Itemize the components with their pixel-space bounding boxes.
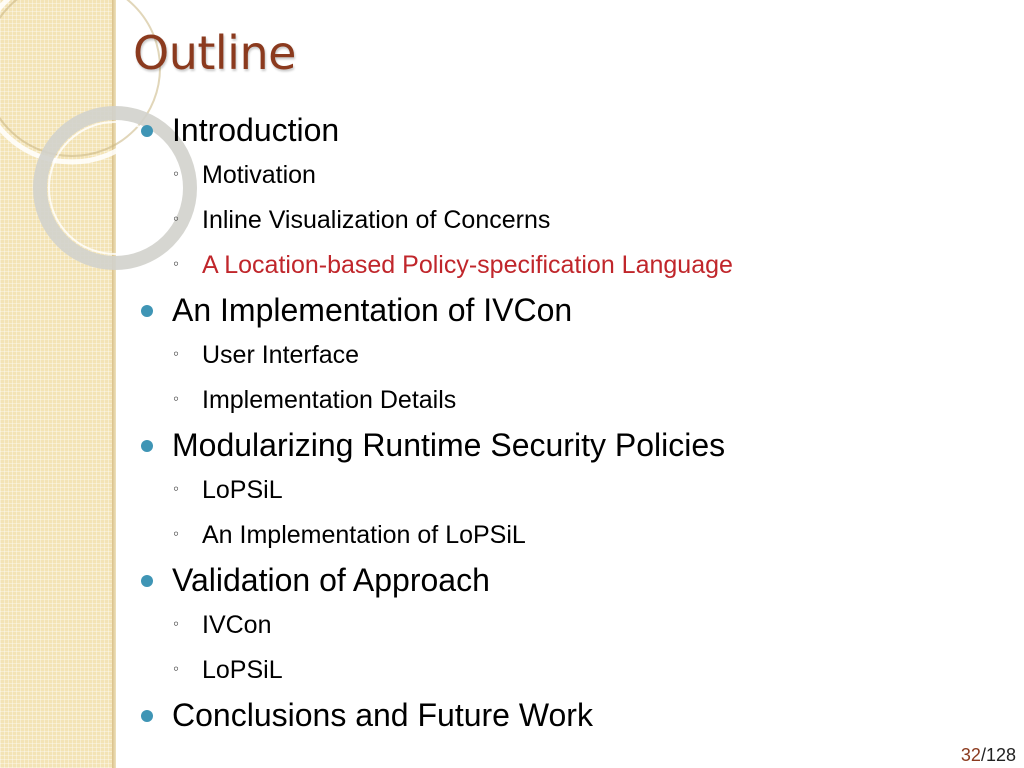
outline-subsection-label: Motivation <box>202 161 316 189</box>
outline-subsection-item <box>140 378 1000 423</box>
outline-subsection-label: LoPSiL <box>202 476 283 504</box>
current-page-number: 32 <box>960 745 981 765</box>
filled-circle-bullet-icon <box>141 125 153 137</box>
filled-circle-bullet-icon <box>141 710 153 722</box>
outline-subsection-item <box>140 243 1000 288</box>
open-circle-bullet-icon: ◦ <box>173 479 180 498</box>
page-separator: / <box>980 745 986 765</box>
outline-subsection-item <box>140 648 1000 693</box>
outline-subsection-label: IVCon <box>202 611 272 639</box>
outline-section-item <box>140 558 1000 603</box>
open-circle-bullet-icon: ◦ <box>173 659 180 678</box>
outline-subsection-item <box>140 333 1000 378</box>
outline-subsection-item <box>140 153 1000 198</box>
filled-circle-bullet-icon <box>141 440 153 452</box>
outline-subsection-label: User Interface <box>202 341 360 369</box>
slide-title: Outline <box>133 26 296 80</box>
outline-subsection-label: LoPSiL <box>202 656 283 684</box>
outline-section-item <box>140 288 1000 333</box>
outline-section-label: Validation of Approach <box>172 562 490 598</box>
outline-subsection-label: A Location-based Policy-specification Language <box>202 251 733 279</box>
open-circle-bullet-icon: ◦ <box>173 254 180 273</box>
outline-subsection-item <box>140 513 1000 558</box>
open-circle-bullet-icon: ◦ <box>173 344 180 363</box>
outline-subsection-item <box>140 468 1000 513</box>
open-circle-bullet-icon: ◦ <box>173 209 180 228</box>
outline-section-item <box>140 423 1000 468</box>
outline-subsection-label: Implementation Details <box>202 386 457 414</box>
outline-subsection-label: Inline Visualization of Concerns <box>202 206 551 234</box>
open-circle-bullet-icon: ◦ <box>173 614 180 633</box>
outline-subsection-item <box>140 198 1000 243</box>
page-number <box>961 745 1016 766</box>
open-circle-bullet-icon: ◦ <box>173 389 180 408</box>
outline-section-label: An Implementation of IVCon <box>172 292 573 328</box>
outline-section-label: Modularizing Runtime Security Policies <box>172 427 726 463</box>
outline-section-item <box>140 108 1000 153</box>
filled-circle-bullet-icon <box>141 305 153 317</box>
outline-section-label: Conclusions and Future Work <box>172 697 593 733</box>
open-circle-bullet-icon: ◦ <box>173 164 180 183</box>
outline-subsection-item <box>140 603 1000 648</box>
outline-list <box>140 108 1000 738</box>
outline-subsection-label: An Implementation of LoPSiL <box>202 521 526 549</box>
open-circle-bullet-icon: ◦ <box>173 524 180 543</box>
outline-section-label: Introduction <box>172 112 340 148</box>
outline-section-item <box>140 693 1000 738</box>
total-page-count: 128 <box>985 745 1016 765</box>
filled-circle-bullet-icon <box>141 575 153 587</box>
